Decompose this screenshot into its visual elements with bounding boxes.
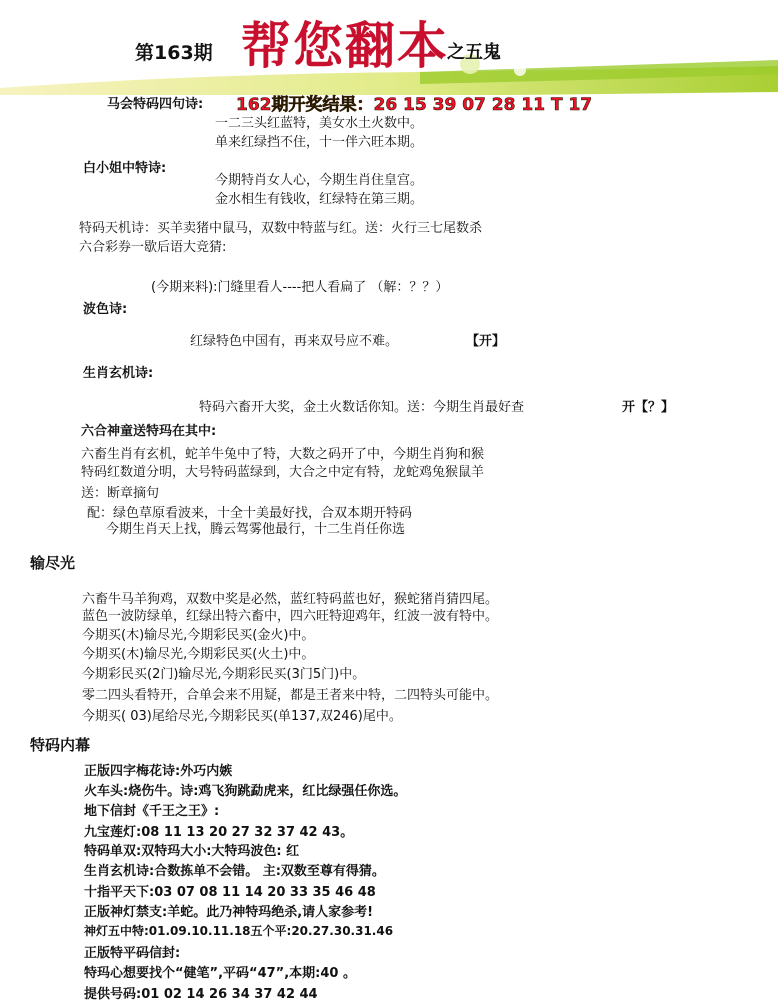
temaneimu-line-1: 正版四字梅花诗:外巧内嫉 bbox=[84, 764, 233, 779]
xuanji-label: 生肖玄机诗: bbox=[83, 366, 154, 381]
temaneimu-line-10: 正版特平码信封: bbox=[84, 946, 181, 961]
shenling-line-3: 送：断章摘句 bbox=[81, 486, 160, 501]
baixiaojie-line-2: 金水相生有钱收，红绿特在第三期。 bbox=[215, 192, 424, 207]
shujinguang-title: 输尽光 bbox=[30, 554, 76, 572]
tianji-line: 特码天机诗：买羊卖猪中鼠马，双数中特蓝与红。送：火行三七尾数杀 bbox=[79, 221, 483, 236]
mahui-line-2: 单来红绿挡不住，十一伴六旺本期。 bbox=[215, 135, 424, 150]
issue-number: 第163期 bbox=[135, 42, 213, 64]
logo-title: 帮您翻本 bbox=[241, 16, 449, 75]
temaneimu-line-4: 九宝莲灯:08 11 13 20 27 32 37 42 43。 bbox=[84, 825, 354, 840]
temaneimu-line-2: 火车头:烧伤牛。诗:鸡飞狗跳勐虎来，红比绿强任你选。 bbox=[84, 784, 407, 799]
mahui-label: 马会特码四句诗: bbox=[107, 97, 204, 112]
shujinguang-line-3: 今期买(木)输尽光,今期彩民买(金火)中。 bbox=[82, 628, 315, 643]
baixiaojie-label: 白小姐中特诗: bbox=[83, 161, 167, 176]
bose-tag: 【开】 bbox=[466, 334, 506, 349]
temaneimu-line-9: 神灯五中特:01.09.10.11.18五个平:20.27.30.31.46 bbox=[84, 924, 394, 938]
previous-result: 162期开奖结果：26 15 39 07 28 11 T 17 bbox=[236, 95, 593, 115]
header-banner bbox=[0, 0, 778, 95]
temaneimu-line-7: 十指平天下:03 07 08 11 14 20 33 35 46 48 bbox=[84, 885, 376, 900]
temaneimu-line-3: 地下信封《千王之王》: bbox=[84, 804, 220, 819]
bose-line: 红绿特色中国有，再来双号应不难。 bbox=[190, 334, 399, 349]
xiehouyu-line: (今期来料):门缝里看人----把人看扁了 （解：？？） bbox=[151, 280, 449, 295]
temaneimu-line-8: 正版神灯禁支:羊蛇。此乃神特玛绝杀,请人家参考! bbox=[84, 905, 374, 920]
temaneimu-line-11: 特玛心想要找个“健笔”,平码“47”,本期:40 。 bbox=[84, 966, 356, 981]
shenling-label: 六合神童送特玛在其中: bbox=[81, 424, 217, 439]
temaneimu-title: 特码内幕 bbox=[30, 736, 91, 754]
mahui-line-1: 一二三头红蓝特，美女水土火数中。 bbox=[215, 116, 424, 131]
shujinguang-line-4: 今期买(木)输尽光,今期彩民买(火土)中。 bbox=[82, 647, 315, 662]
temaneimu-line-6: 生肖玄机诗:合数拣单不会错。 主:双数至尊有得猜。 bbox=[84, 864, 385, 879]
shujinguang-line-6: 零二四头看特开，合单会来不用疑，都是王者来中特，二四特头可能中。 bbox=[82, 688, 499, 703]
shenling-line-4: 配：绿色草原看波来，十全十美最好找，合双本期开特码 bbox=[87, 506, 413, 521]
shujinguang-line-1: 六畜牛马羊狗鸡，双数中奖是必然，蓝红特码蓝也好，猴蛇猪肖猜四尾。 bbox=[82, 592, 499, 607]
xiehouyu-label: 六合彩券一歇后语大竞猜: bbox=[79, 240, 227, 255]
baixiaojie-line-1: 今期特肖女人心，今期生肖住皇宫。 bbox=[215, 173, 424, 188]
shenling-line-2: 特码红数道分明，大号特码蓝绿到，大合之中定有特，龙蛇鸡兔猴鼠羊 bbox=[81, 465, 485, 480]
xuanji-line: 特码六畜开大奖，金土火数话你知。送：今期生肖最好查 bbox=[199, 400, 525, 415]
shujinguang-line-7: 今期买( 03)尾给尽光,今期彩民买(单137,双246)尾中。 bbox=[82, 709, 402, 724]
shujinguang-line-2: 蓝色一波防绿单，红绿出特六畜中，四六旺特迎鸡年，红波一波有特中。 bbox=[82, 609, 499, 624]
bose-label: 波色诗: bbox=[83, 302, 128, 317]
temaneimu-line-12: 提供号码:01 02 14 26 34 37 42 44 bbox=[84, 987, 318, 1002]
shenling-line-5: 今期生肖天上找，腾云驾雾他最行，十二生肖任你选 bbox=[106, 522, 406, 537]
shujinguang-line-5: 今期彩民买(2门)输尽光,今期彩民买(3门5门)中。 bbox=[82, 667, 366, 682]
shenling-line-1: 六畜生肖有玄机，蛇羊牛兔中了特，大数之码开了中，今期生肖狗和猴 bbox=[81, 447, 485, 462]
logo-subtitle: 之五鬼 bbox=[447, 42, 501, 63]
temaneimu-line-5: 特码单双:双特玛大小:大特玛波色: 红 bbox=[84, 844, 300, 859]
xuanji-tag: 开【？】 bbox=[622, 400, 675, 415]
